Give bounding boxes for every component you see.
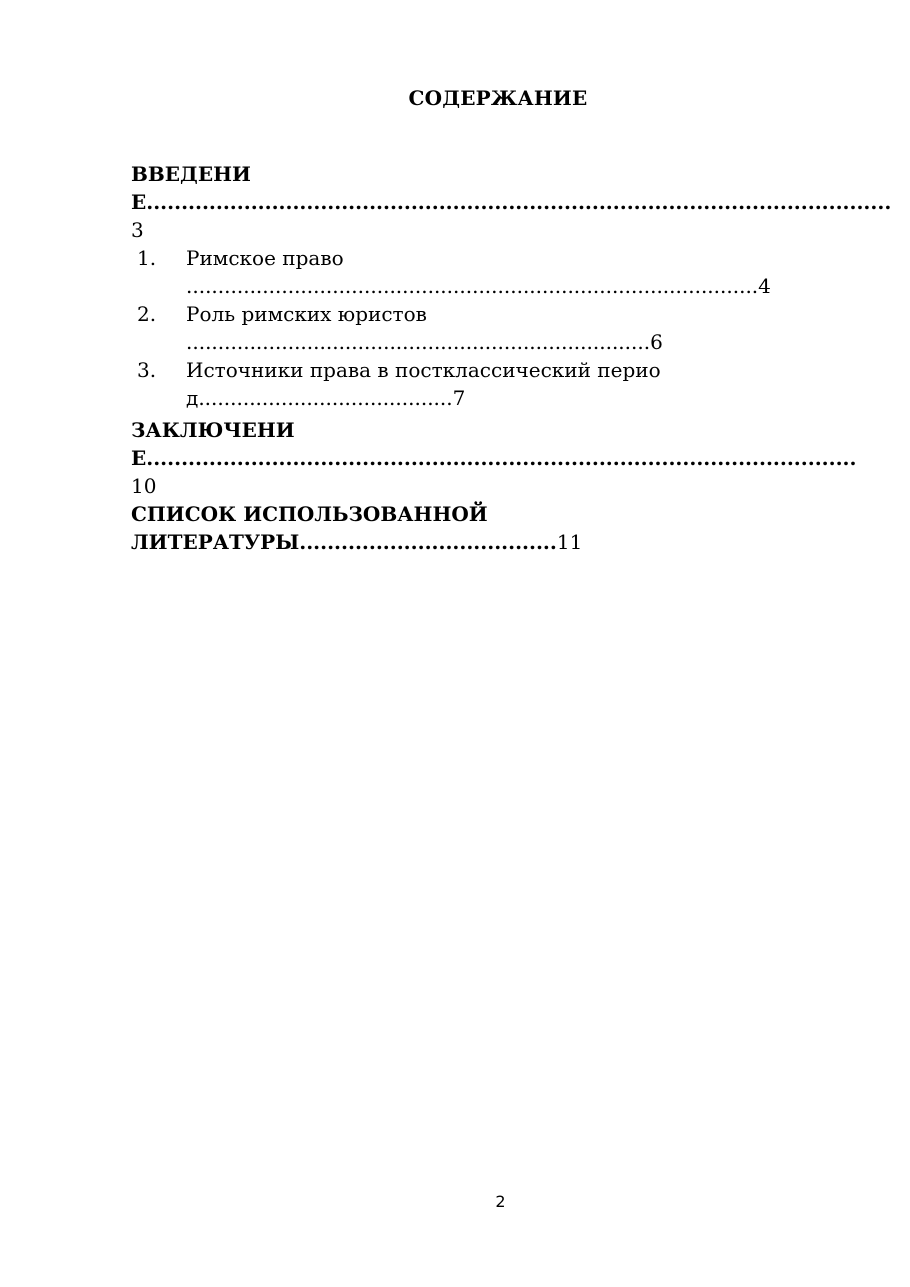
toc-leader-dots: ...................................................................................................... [146, 446, 857, 470]
toc-entry-label: ВВЕДЕНИЕ [131, 162, 251, 214]
toc-sub-number: 3. [137, 358, 157, 382]
toc-page-number: 11 [556, 530, 583, 554]
toc-page-number: 10 [131, 474, 157, 498]
toc-leader-dots: ........................................................................................................... [146, 190, 892, 214]
toc-sub-number: 1. [137, 246, 157, 270]
toc-entry-label: ЗАКЛЮЧЕНИЕ [131, 418, 295, 470]
toc-entry-bibliography[interactable] [131, 500, 866, 556]
toc-sub-label: Римское право [186, 246, 344, 270]
toc-sub-number: 2. [137, 302, 157, 326]
document-title: СОДЕРЖАНИЕ [408, 86, 588, 110]
toc-page-number: 6 [650, 330, 663, 354]
toc-leader-dots: ..................................... [299, 530, 557, 554]
toc-leader-dots: ......................................................................... [186, 330, 651, 354]
table-of-contents [131, 160, 892, 556]
toc-leader-dots: ........................................ [198, 386, 453, 410]
toc-entry-introduction[interactable] [131, 160, 892, 244]
toc-page-number: 4 [758, 274, 771, 298]
toc-sub-entry-roman-law[interactable] [131, 244, 866, 300]
page-number: 2 [495, 1192, 506, 1211]
toc-sub-label: Источники права в постклассический период [186, 358, 661, 410]
toc-sub-label: Роль римских юристов [186, 302, 427, 326]
toc-leader-dots: .......................................................................................... [186, 274, 759, 298]
toc-entry-label: СПИСОК ИСПОЛЬЗОВАННОЙ [131, 502, 488, 526]
toc-sub-entry-postclassical-sources[interactable] [131, 356, 866, 412]
toc-sub-entry-roman-jurists[interactable] [131, 300, 866, 356]
toc-sub-list [131, 244, 866, 412]
toc-page-number: 3 [131, 218, 144, 242]
toc-entry-label-continued: ЛИТЕРАТУРЫ [131, 530, 300, 554]
toc-entry-conclusion[interactable] [131, 416, 866, 500]
toc-page-number: 7 [452, 386, 466, 410]
